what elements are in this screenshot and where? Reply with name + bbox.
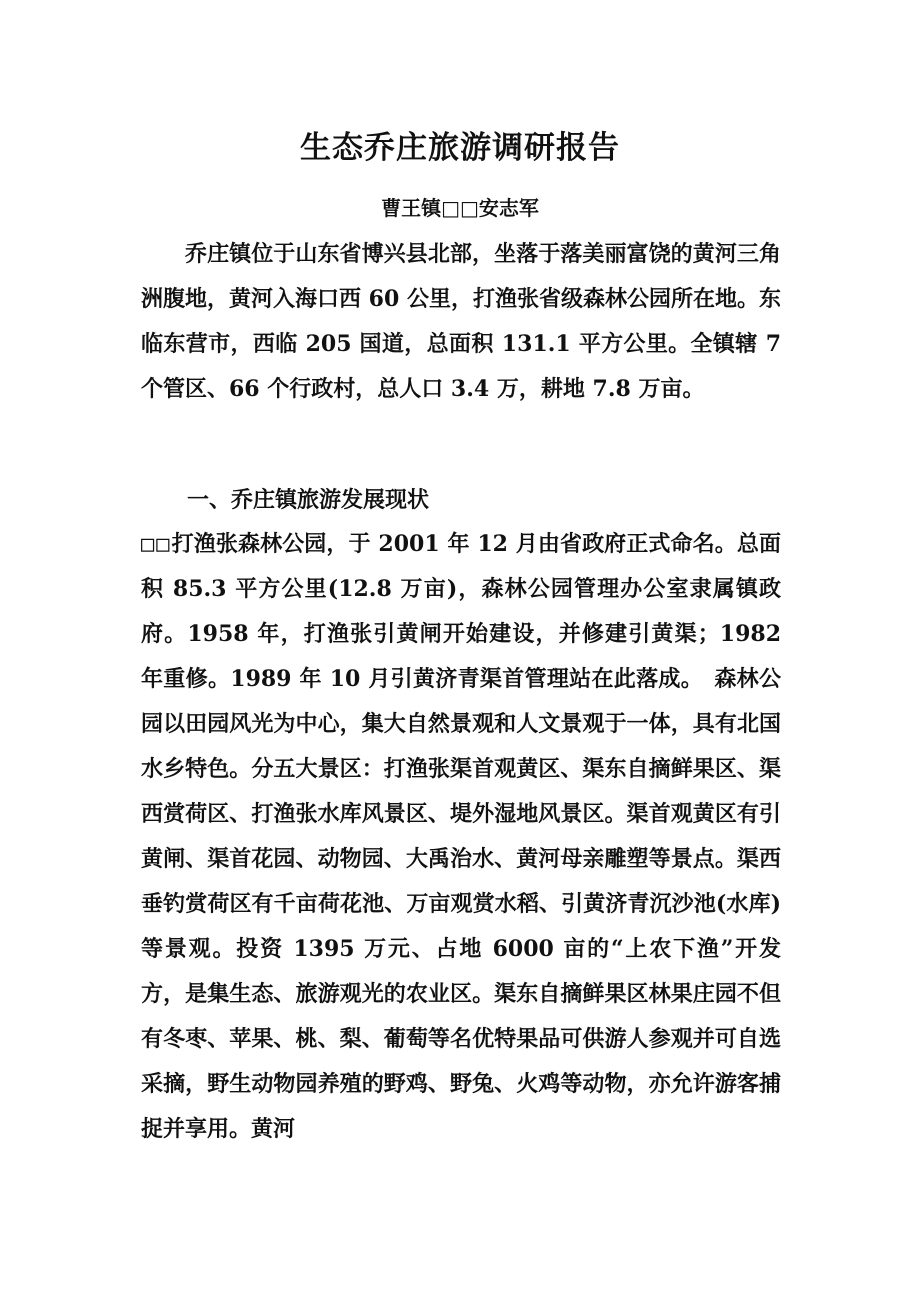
section-paragraph-text: 打渔张森林公园，于 2001 年 12 月由省政府正式命名。总面积 85.3 平方公里(12.8 万亩)，森林公园管理办公室隶属镇政府。1958 年，打渔张引黄闸开始建设，并修建引黄渠；1982 年重修。1989 年 10 月引黄济青渠首管理站在此落成。 森林公园以田园风光为中心，集大自然景观和人文景观于一体，具有北国水乡特色。分五大景区：打渔张渠首观黄区、渠东自摘鲜果区、渠西赏荷区、打渔张水库风景区、堤外湿地风景区。渠首观黄区有引黄闸、渠首花园、动物园、大禹治水、黄河母亲雕塑等景点。渠西垂钓赏荷区有千亩荷花池、万亩观赏水稻、引黄济青沉沙池(水库)等景观。投资 1395 万元、占地 6000 亩的“上农下渔”开发方，是集生态、旅游观光的农业区。渠东自摘鲜果区林果庄园不但有冬枣、苹果、桃、梨、葡萄等名优特果品可供游人参观并可自选采摘，野生动物园养殖的野鸡、野兔、火鸡等动物，亦允许游客捕捉并享用。黄河: [141, 531, 781, 1142]
section-heading: 一、乔庄镇旅游发展现状: [187, 487, 430, 513]
placeholder-glyphs: □□: [141, 532, 172, 557]
document-title: 生态乔庄旅游调研报告: [300, 130, 620, 166]
author-line: 曹王镇□□安志军: [381, 196, 539, 220]
section-paragraph: [141, 522, 781, 1152]
intro-paragraph: 乔庄镇位于山东省博兴县北部，坐落于落美丽富饶的黄河三角洲腹地，黄河入海口西 60 公里，打渔张省级森林公园所在地。东临东营市，西临 205 国道，总面积 131.1 平方公里。全镇辖 7 个管区、66 个行政村，总人口 3.4 万，耕地 7.8 万亩。: [141, 241, 781, 402]
